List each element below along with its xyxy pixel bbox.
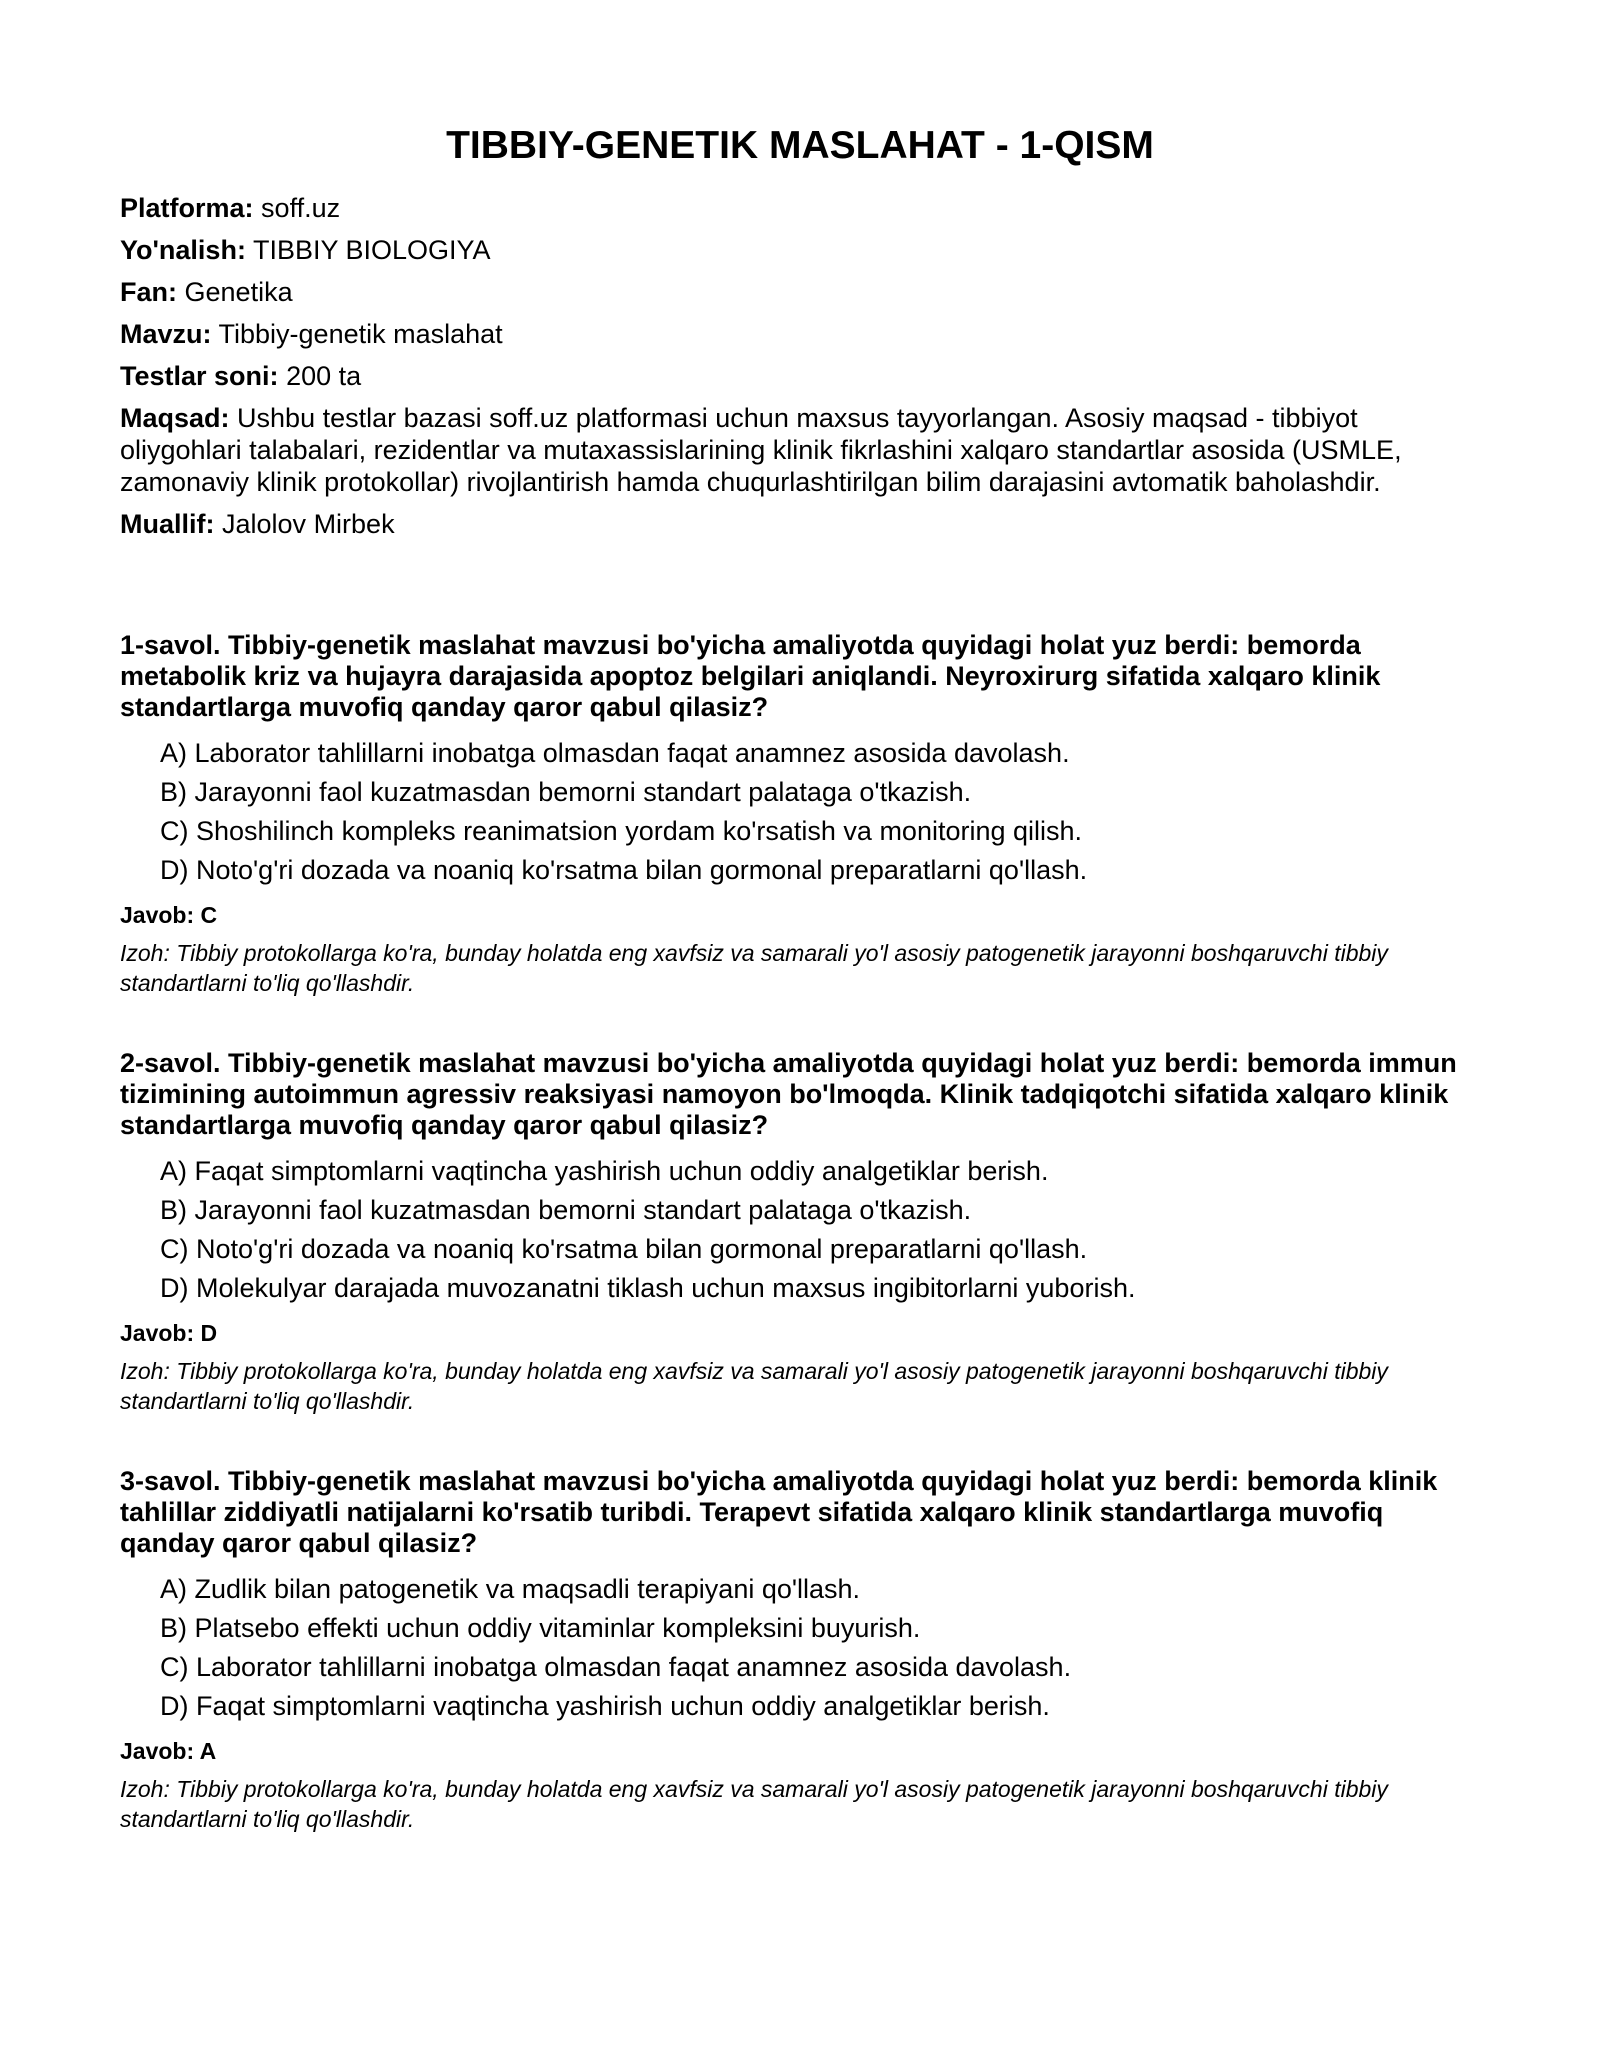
meta-platform <box>120 192 1480 224</box>
answer-label: Javob: A <box>120 1738 217 1764</box>
meta-subject-label: Fan: <box>120 277 177 307</box>
meta-subject <box>120 276 1480 308</box>
answer-label: Javob: C <box>120 902 218 928</box>
option-b: B) Jarayonni faol kuzatmasdan bemorni standart palataga o'tkazish. <box>160 777 972 807</box>
explanation-text: Izoh: Tibbiy protokollarga ko'ra, bunday holatda eng xavfsiz va samarali yo'l asosiy patogenetik jarayonni boshqaruvchi tibbiy standartlarni to'liq qo'llashdir. <box>120 940 1388 996</box>
option-a: A) Zudlik bilan patogenetik va maqsadli terapiyani qo'llash. <box>160 1574 861 1604</box>
meta-topic <box>120 318 1480 350</box>
explanation-text: Izoh: Tibbiy protokollarga ko'ra, bunday holatda eng xavfsiz va samarali yo'l asosiy patogenetik jarayonni boshqaruvchi tibbiy standartlarni to'liq qo'llashdir. <box>120 1776 1388 1832</box>
option-b: B) Platsebo effekti uchun oddiy vitaminlar kompleksini buyurish. <box>160 1613 921 1643</box>
meta-platform-label: Platforma: <box>120 193 254 223</box>
document-title: TIBBIY-GENETIK MASLAHAT - 1-QISM <box>446 124 1154 167</box>
question-list <box>120 630 1480 1834</box>
question-3 <box>120 1466 1480 1834</box>
option-d: D) Noto'g'ri dozada va noaniq ko'rsatma bilan gormonal preparatlarni qo'llash. <box>160 855 1088 885</box>
document-metadata <box>120 192 1480 540</box>
meta-goal <box>120 402 1480 498</box>
meta-author <box>120 508 1480 540</box>
meta-count-value: 200 ta <box>286 361 362 391</box>
option-b: B) Jarayonni faol kuzatmasdan bemorni standart palataga o'tkazish. <box>160 1195 972 1225</box>
document-page <box>120 120 1480 1884</box>
meta-author-label: Muallif: <box>120 509 215 539</box>
option-c: C) Noto'g'ri dozada va noaniq ko'rsatma bilan gormonal preparatlarni qo'llash. <box>160 1234 1088 1264</box>
meta-direction <box>120 234 1480 266</box>
meta-topic-label: Mavzu: <box>120 319 212 349</box>
meta-goal-label: Maqsad: <box>120 403 230 433</box>
meta-platform-value: soff.uz <box>261 193 341 223</box>
option-c: C) Shoshilinch kompleks reanimatsion yordam ko'rsatish va monitoring qilish. <box>160 816 1083 846</box>
answer-label: Javob: D <box>120 1320 218 1346</box>
meta-direction-label: Yo'nalish: <box>120 235 246 265</box>
explanation-text: Izoh: Tibbiy protokollarga ko'ra, bunday holatda eng xavfsiz va samarali yo'l asosiy patogenetik jarayonni boshqaruvchi tibbiy standartlarni to'liq qo'llashdir. <box>120 1358 1388 1414</box>
option-d: D) Molekulyar darajada muvozanatni tiklash uchun maxsus ingibitorlarni yuborish. <box>160 1273 1136 1303</box>
question-text: 1-savol. Tibbiy-genetik maslahat mavzusi bo'yicha amaliyotda quyidagi holat yuz berdi: bemorda metabolik kriz va hujayra darajasida apoptoz belgilari aniqlandi. Neyroxirurg sifatida xalqaro klinik standartlarga muvofiq qanday qaror qabul qilasiz? <box>120 630 1381 722</box>
meta-count <box>120 360 1480 392</box>
option-c: C) Laborator tahlillarni inobatga olmasdan faqat anamnez asosida davolash. <box>160 1652 1072 1682</box>
meta-goal-value: Ushbu testlar bazasi soff.uz platformasi uchun maxsus tayyorlangan. Asosiy maqsad - tibbiyot oliygohlari talabalari, rezidentlar va mutaxassislarining klinik fikrlashini xalqaro standartlar asosida (USMLE, zamonaviy klinik protokollar) rivojlantirish hamda chuqurlashtirilgan bilim darajasini avtomatik baholashdir. <box>120 403 1402 497</box>
meta-author-value: Jalolov Mirbek <box>222 509 395 539</box>
option-a: A) Laborator tahlillarni inobatga olmasdan faqat anamnez asosida davolash. <box>160 738 1070 768</box>
option-a: A) Faqat simptomlarni vaqtincha yashirish uchun oddiy analgetiklar berish. <box>160 1156 1049 1186</box>
meta-topic-value: Tibbiy-genetik maslahat <box>218 319 503 349</box>
question-text: 3-savol. Tibbiy-genetik maslahat mavzusi bo'yicha amaliyotda quyidagi holat yuz berdi: bemorda klinik tahlillar ziddiyatli natijalarni ko'rsatib turibdi. Terapevt sifatida xalqaro klinik standartlarga muvofiq qanday qaror qabul qilasiz? <box>120 1466 1438 1558</box>
question-text: 2-savol. Tibbiy-genetik maslahat mavzusi bo'yicha amaliyotda quyidagi holat yuz berdi: bemorda immun tizimining autoimmun agressiv reaksiyasi namoyon bo'lmoqda. Klinik tadqiqotchi sifatida xalqaro klinik standartlarga muvofiq qanday qaror qabul qilasiz? <box>120 1048 1457 1140</box>
meta-count-label: Testlar soni: <box>120 361 279 391</box>
meta-direction-value: TIBBIY BIOLOGIYA <box>252 235 491 265</box>
question-2 <box>120 1048 1480 1416</box>
option-d: D) Faqat simptomlarni vaqtincha yashirish uchun oddiy analgetiklar berish. <box>160 1691 1050 1721</box>
meta-subject-value: Genetika <box>184 277 293 307</box>
question-1 <box>120 630 1480 998</box>
